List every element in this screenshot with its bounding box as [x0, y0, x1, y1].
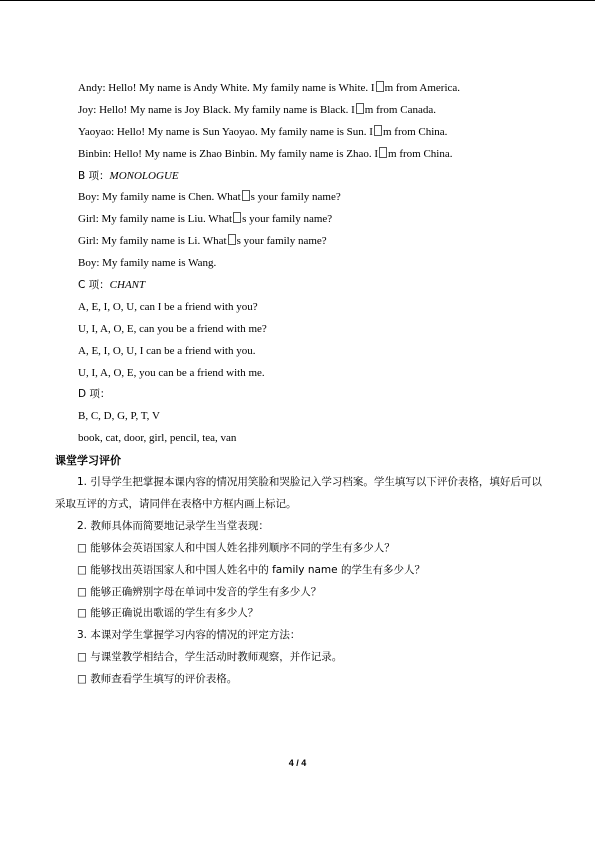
evaluation-item: □ 能够找出英语国家人和中国人姓名中的 family name 的学生有多少人？ [77, 563, 425, 576]
evaluation-title: 课堂学习评价 [55, 454, 121, 468]
monologue-line-1: Boy: My family name is Chen. What s your family name? [78, 191, 341, 204]
monologue-line-4: Boy: My family name is Wang. [78, 257, 217, 270]
missing-glyph-box [374, 125, 382, 136]
dialogue-line-andy: Andy: Hello! My name is Andy White. My family name is White. I m from America. [78, 82, 461, 94]
evaluation-paragraph-1: 1. 引导学生把掌握本课内容的情况用笑脸和哭脸记入学习档案。学生填写以下评价表格，填好后可以采取互评的方式，请同伴在表格中方框内画上标记。 [55, 476, 542, 510]
chant-line-2: U, I, A, O, E, can you be a friend with me? [78, 322, 267, 335]
chant-line-3: A, E, I, O, U, I can be a friend with you. [78, 344, 256, 357]
section-c-heading: C 项：CHANT [78, 279, 146, 292]
missing-glyph-box [242, 190, 250, 201]
evaluation-item: □ 与课堂教学相结合，学生活动时教师观察，并作记录。 [77, 651, 343, 664]
evaluation-item: □ 能够体会英语国家人和中国人姓名排列顺序不同的学生有多少人？ [77, 541, 395, 554]
missing-glyph-box [376, 81, 384, 92]
dialogue-line-binbin: Binbin: Hello! My name is Zhao Binbin. My family name is Zhao. I m from China. [78, 147, 453, 160]
page-content [55, 78, 545, 691]
page-number: 4 / 4 [288, 758, 307, 768]
evaluation-item: □ 教师查看学生填写的评价表格。 [77, 673, 238, 686]
header-rule [0, 0, 595, 1]
monologue-line-3: Girl: My family name is Li. What s your family name? [78, 235, 327, 248]
missing-glyph-box [228, 234, 236, 245]
missing-glyph-box [233, 212, 241, 223]
monologue-line-2: Girl: My family name is Liu. What s your family name? [78, 213, 333, 226]
missing-glyph-box [379, 147, 387, 158]
dialogue-line-yaoyao: Yaoyao: Hello! My name is Sun Yaoyao. My family name is Sun. I m from China. [78, 125, 448, 138]
section-d-heading: D 项： [78, 388, 111, 401]
evaluation-paragraph-2: 2. 教师具体而简要地记录学生当堂表现： [77, 519, 269, 532]
letters-line: B, C, D, G, P, T, V [78, 410, 160, 423]
dialogue-line-joy: Joy: Hello! My name is Joy Black. My family name is Black. I m from Canada. [78, 103, 436, 116]
missing-glyph-box [356, 103, 364, 114]
chant-line-1: A, E, I, O, U, can I be a friend with you? [78, 300, 258, 313]
evaluation-paragraph-3: 3. 本课对学生掌握学习内容的情况的评定方法： [77, 629, 301, 642]
evaluation-item: □ 能够正确说出歌谣的学生有多少人？ [77, 607, 259, 620]
chant-line-4: U, I, A, O, E, you can be a friend with me. [78, 366, 265, 379]
evaluation-item: □ 能够正确辨别字母在单词中发音的学生有多少人？ [77, 585, 322, 598]
words-line: book, cat, door, girl, pencil, tea, van [78, 432, 237, 445]
section-b-heading: B 项：MONOLOGUE [78, 169, 179, 182]
